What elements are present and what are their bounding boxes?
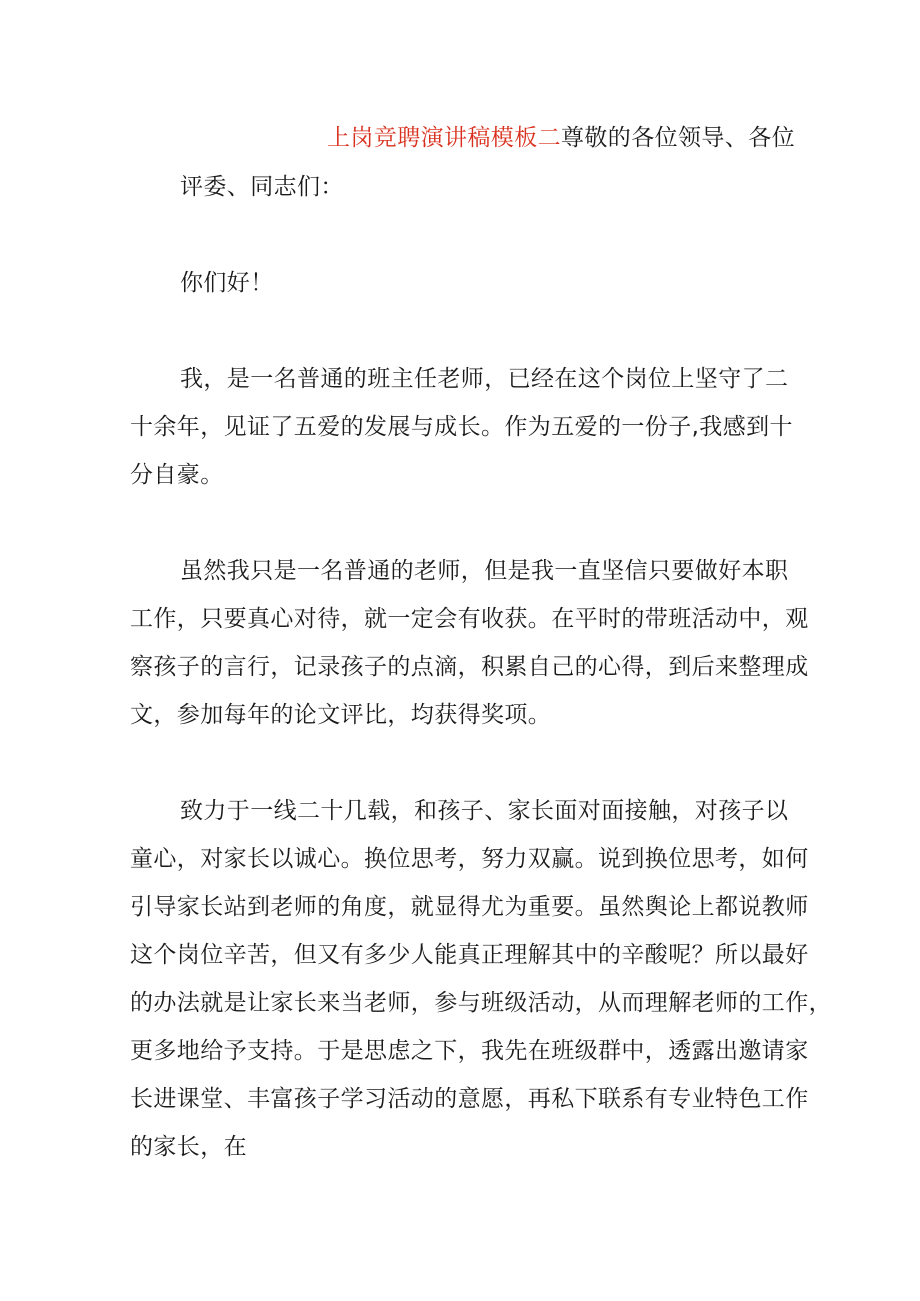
paragraph-2-line: 文，参加每年的论文评比，均获得奖项。 — [130, 702, 552, 728]
greeting: 你们好！ — [180, 270, 274, 296]
paragraph-3-line: 长进课堂、丰富孩子学习活动的意愿，再私下联系有专业特色工作 — [130, 1086, 809, 1112]
paragraph-1-line: 十余年，见证了五爱的发展与成长。作为五爱的一份子,我感到十 — [130, 414, 793, 440]
paragraph-2-line: 虽然我只是一名普通的老师，但是我一直坚信只要做好本职 — [180, 558, 789, 584]
paragraph-2-line: 工作，只要真心对待，就一定会有收获。在平时的带班活动中，观 — [130, 606, 809, 632]
paragraph-3-line: 的家长，在 — [130, 1134, 247, 1160]
paragraph-3-line: 更多地给予支持。于是思虑之下，我先在班级群中，透露出邀请家 — [130, 1038, 809, 1064]
paragraph-2-line: 察孩子的言行，记录孩子的点滴，积累自己的心得，到后来整理成 — [130, 654, 809, 680]
title-line — [130, 122, 795, 154]
paragraph-3-line: 童心，对家长以诚心。换位思考，努力双赢。说到换位思考，如何 — [130, 846, 809, 872]
paragraph-3-line: 致力于一线二十几载，和孩子、家长面对面接触，对孩子以 — [180, 798, 789, 824]
paragraph-3-line: 引导家长站到老师的角度，就显得尤为重要。虽然舆论上都说教师 — [130, 894, 809, 920]
salutation-start: 尊敬的各位领导、各位 — [561, 125, 795, 151]
document-title: 上岗竞聘演讲稿模板二 — [327, 125, 561, 151]
paragraph-3-line: 的办法就是让家长来当老师，参与班级活动，从而理解老师的工作， — [130, 990, 832, 1016]
paragraph-1-line: 分自豪。 — [130, 462, 224, 488]
paragraph-1-line: 我，是一名普通的班主任老师，已经在这个岗位上坚守了二 — [180, 366, 789, 392]
paragraph-3-line: 这个岗位辛苦，但又有多少人能真正理解其中的辛酸呢？所以最好 — [130, 942, 809, 968]
salutation-continued: 评委、同志们： — [180, 174, 344, 200]
